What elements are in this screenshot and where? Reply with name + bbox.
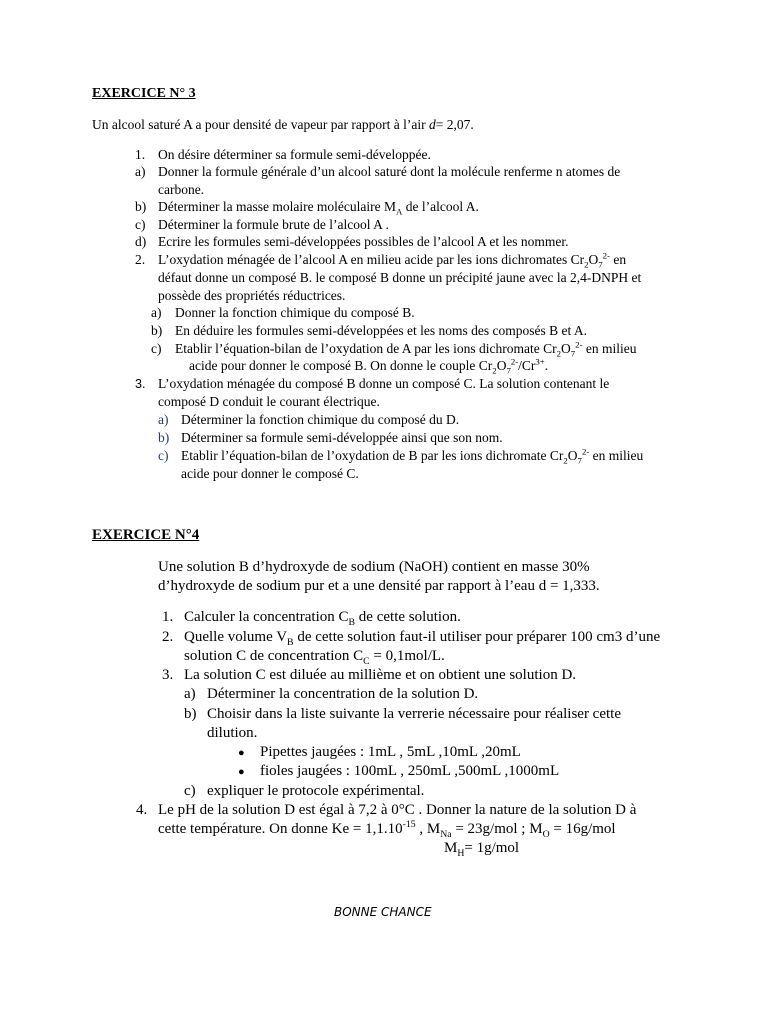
ex4-q3a-marker: a) [184,686,196,702]
ex4-q3a-text: Déterminer la concentration de la solution D. [207,686,479,702]
ex3-q1c-marker: c) [135,217,146,232]
intro-variable: d [429,117,436,132]
ex4-q4-line3 [444,839,519,858]
ex3-q3-line1: L’oxydation ménagée du composé B donne un composé C. La solution contenant le [158,376,610,391]
ex4-q3c-marker: c) [184,783,196,799]
ex4-q2-line2 [184,647,445,666]
q2c-line2-pre: acide pour donner le composé B. On donne le couple Cr [189,358,493,373]
ex3-q2a-text: Donner la fonction chimique du composé B. [175,305,415,320]
ex3-q2-line2: défaut donne un composé B. le composé B donne un précipité jaune avec la 2,4-DNPH et [158,270,642,285]
footer-good-luck: BONNE CHANCE [334,905,432,919]
period: . [544,358,549,373]
ex3-q2c-line1 [175,340,637,358]
o-subscript: 7 [506,365,511,376]
q4-line2-mid2: = 23g/mol ; M [451,821,543,837]
ex3-q2b-text: En déduire les formules semi-développées et les noms des composés B et A. [175,323,588,338]
ex4-q3b-marker: b) [184,706,197,722]
ex4-intro-line1: Une solution B d’hydroxyde de sodium (NaOH) contient en masse 30% [158,559,590,575]
cr3-superscript: 3+ [535,356,545,367]
q4-line2-post: = 16g/mol [549,821,616,837]
ex4-q1-text [184,608,461,627]
q1-sub: B [348,617,356,628]
ex4-q3b-line1: Choisir dans la liste suivante la verrerie nécessaire pour réaliser cette [207,706,621,722]
q2-line1-post: en [609,252,627,267]
q1b-post: de l’alcool A. [402,199,479,214]
intro-value: = 2,07. [435,117,474,132]
ex3-q2-line3: possède des propriétés réductrices. [158,288,346,303]
charge-superscript: 2- [581,446,590,457]
ex3-q1a-line1: Donner la formule générale d’un alcool saturé dont la molécule renferme n atomes de [158,164,621,179]
oxygen-symbol: O [561,341,571,356]
q3c-line1-post: en milieu [589,448,644,463]
q2-sub: B [287,637,294,648]
ex4-q2-line1 [184,628,660,647]
ex3-q2-marker: 2. [135,252,146,267]
o-subscript: 7 [598,259,603,270]
ex3-q2c-marker: c) [151,341,162,356]
exercise-3-intro [92,116,474,134]
q2c-line1-pre: Etablir l’équation-bilan de l’oxydation de A par les ions dichromate Cr [175,341,557,356]
cr-subscript: 2 [563,455,568,466]
charge-superscript: 2- [602,250,610,261]
oxygen-symbol: O [588,252,599,267]
ex3-q1d-marker: d) [135,234,147,249]
q4-line3-post: = 1g/mol [464,840,520,856]
charge-superscript: 2- [510,356,519,367]
ex4-q1-marker: 1. [162,609,174,625]
ex3-q3c-marker: c) [158,448,169,463]
na-subscript: Na [440,829,452,840]
ex3-q2a-marker: a) [151,305,162,320]
ex4-bullet-pipettes: Pipettes jaugées : 1mL , 5mL ,10mL ,20mL [260,744,521,760]
ex3-q3c-line1 [181,447,643,465]
q2-post: de cette solution faut-il utiliser pour préparer 100 cm3 d’une [293,629,661,645]
q2-pre: Quelle volume V [184,629,288,645]
ex3-q1-text: On désire déterminer sa formule semi-développée. [158,147,431,162]
charge-superscript: 2- [575,339,583,350]
q4-line2-pre: cette température. On donne Ke = 1,1.10 [158,821,403,837]
ke-exponent: -15 [402,819,416,830]
ex3-q2-line1 [158,251,626,269]
ex3-q3a-marker: a) [158,412,169,427]
q1b-pre: Déterminer la masse molaire moléculaire M [158,199,397,214]
ex3-q1-marker: 1. [135,147,146,162]
oxygen-symbol: O [567,448,578,463]
q2-line1-pre: L’oxydation ménagée de l’alcool A en milieu acide par les ions dichromates Cr [158,252,585,267]
q1-pre: Calculer la concentration C [184,609,349,625]
cr-subscript: 2 [584,259,589,270]
exercise-4-title: EXERCICE N°4 [92,527,200,543]
cr-subscript: 2 [492,365,497,376]
q2-line2-pre: solution C de concentration C [184,648,364,664]
ex3-q2c-line2 [189,357,548,375]
ex3-q1d-text: Ecrire les formules semi-développées possibles de l’alcool A et les nommer. [158,234,569,249]
q3c-line1-pre: Etablir l’équation-bilan de l’oxydation de B par les ions dichromate Cr [181,448,564,463]
ex4-q4-line2 [158,820,616,839]
ex3-q1a-line2: carbone. [158,182,205,197]
bullet-icon: ● [238,747,245,759]
q2c-line1-post: en milieu [582,341,637,356]
q2-line2-post: = 0,1mol/L. [369,648,445,664]
ex4-intro-line2: d’hydroxyde de sodium pur et a une densité par rapport à l’eau d = 1,333. [158,578,600,594]
ex3-q2b-marker: b) [151,323,163,338]
q1-post: de cette solution. [355,609,461,625]
ex3-q3-line2: composé D conduit le courant électrique. [158,394,380,409]
q1b-sub: A [396,206,403,217]
ex4-q3b-line2: dilution. [207,725,258,741]
ex4-q4-line1: Le pH de la solution D est égal à 7,2 à 0°C . Donner la nature de la solution D à [158,802,637,818]
ex3-q3-marker: 3. [135,377,146,391]
o-subscript: 7 [577,455,582,466]
bullet-icon: ● [238,766,245,778]
ex4-q4-marker: 4. [136,802,148,818]
intro-text: Un alcool saturé A a pour densité de vapeur par rapport à l’air [92,117,429,132]
ex3-q3b-text: Déterminer sa formule semi-développée ainsi que son nom. [181,430,503,445]
ex3-q3a-text: Déterminer la fonction chimique du composé du D. [181,412,460,427]
ex4-q3-marker: 3. [162,667,174,683]
ex4-bullet-fioles: fioles jaugées : 100mL , 250mL ,500mL ,1000mL [260,763,560,779]
ex3-q1c-text: Déterminer la formule brute de l’alcool A . [158,217,389,232]
ex3-q3b-marker: b) [158,430,170,445]
ex4-q2-marker: 2. [162,629,174,645]
couple-separator: /Cr [518,358,536,373]
ex4-q3-text: La solution C est diluée au millième et on obtient une solution D. [184,667,577,683]
h-subscript: H [457,848,465,859]
q4-line2-mid: , M [415,821,441,837]
q4-line3-pre: M [444,840,458,856]
ex3-q1b-marker: b) [135,199,147,214]
cr-subscript: 2 [556,348,562,359]
q2-line2-sub: C [363,656,370,667]
o-subscript: O [542,829,550,840]
ex4-q3c-text: expliquer le protocole expérimental. [207,783,425,799]
ex3-q1b-text [158,198,479,216]
ex3-q3c-line2: acide pour donner le composé C. [181,466,359,481]
exercise-3-title: EXERCICE N° 3 [92,86,196,101]
oxygen-symbol: O [496,358,507,373]
o-subscript: 7 [570,348,576,359]
ex3-q1a-marker: a) [135,164,146,179]
